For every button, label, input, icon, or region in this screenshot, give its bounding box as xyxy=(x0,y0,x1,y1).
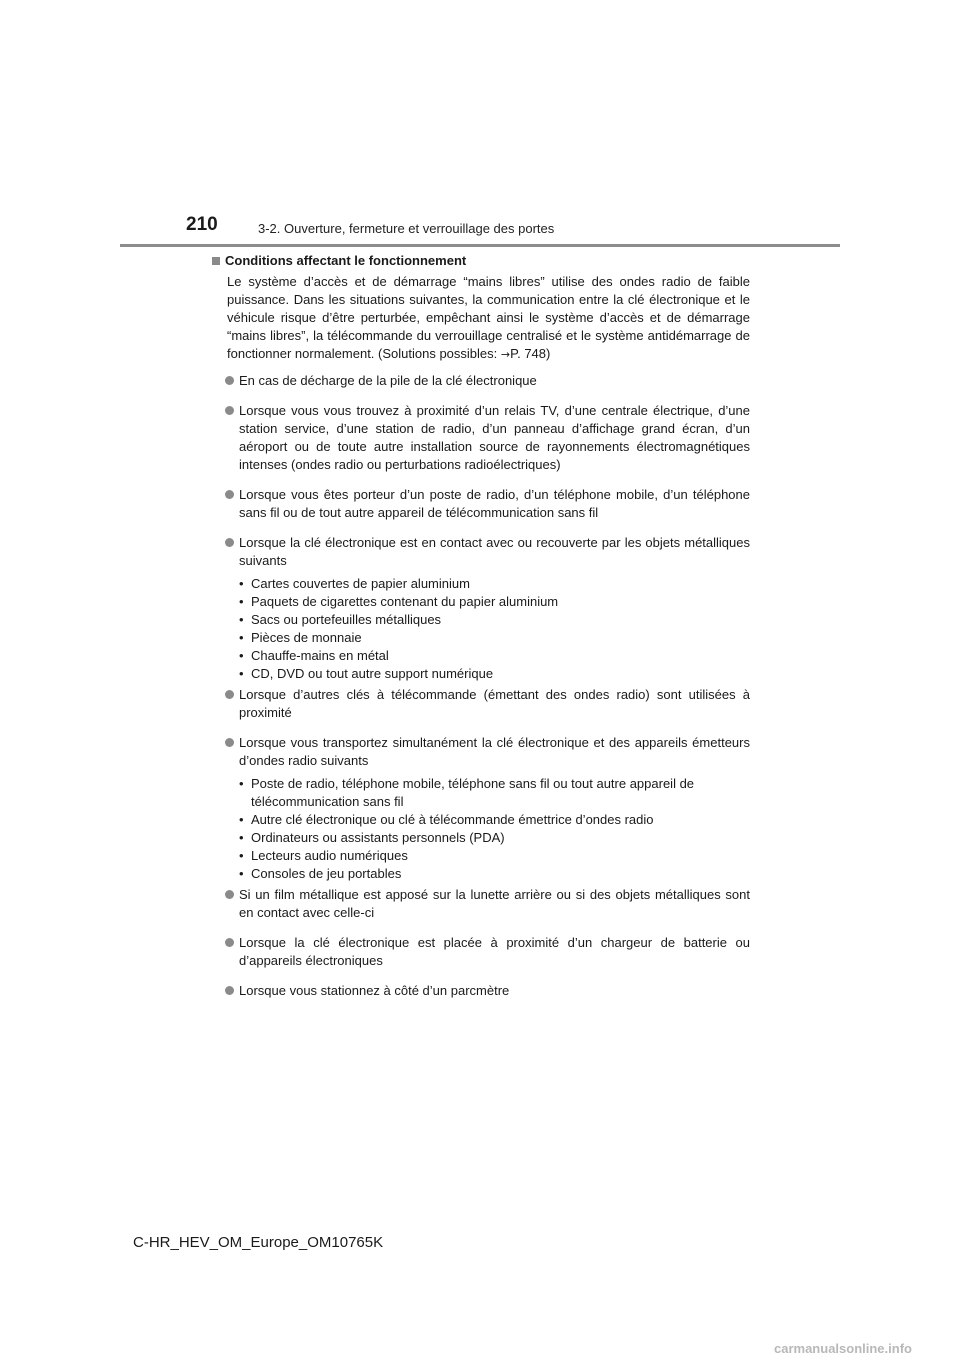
circle-bullet-icon xyxy=(225,490,234,499)
intro-text: Le système d’accès et de démarrage “mains libres” utilise des ondes radio de faible puissance. Dans les situations suivantes, la communication entre la clé électronique et le véhicule risque d’être perturbée, empêchant ainsi le système d’accès et de démarrage “mains libres”, la télécommande du verrouillage centralisé et le système antidémarrage de fonctionner normalement. (Solutions possibles: xyxy=(227,274,750,361)
list-item xyxy=(212,534,750,570)
circle-bullet-icon xyxy=(225,406,234,415)
sub-list-item: • CD, DVD ou tout autre support numérique xyxy=(239,665,750,683)
list-item-text: En cas de décharge de la pile de la clé électronique xyxy=(239,373,537,388)
list-item xyxy=(212,686,750,722)
list-item-text: Lorsque vous stationnez à côté d’un parcmètre xyxy=(239,983,510,998)
sub-list-item: • Lecteurs audio numériques xyxy=(239,847,750,865)
list-item xyxy=(212,372,750,390)
sub-list-item: • Ordinateurs ou assistants personnels (PDA) xyxy=(239,829,750,847)
circle-bullet-icon xyxy=(225,690,234,699)
list-item xyxy=(212,934,750,970)
section-title: 3-2. Ouverture, fermeture et verrouillage des portes xyxy=(258,221,555,236)
sub-list-item: • Consoles de jeu portables xyxy=(239,865,750,883)
circle-bullet-icon xyxy=(225,938,234,947)
watermark: carmanualsonline.info xyxy=(774,1341,912,1356)
list-item xyxy=(212,734,750,770)
circle-bullet-icon xyxy=(225,538,234,547)
sub-list-item: • Chauffe-mains en métal xyxy=(239,647,750,665)
sub-list-item: • Paquets de cigarettes contenant du papier aluminium xyxy=(239,593,750,611)
sub-list-item: • Pièces de monnaie xyxy=(239,629,750,647)
circle-bullet-icon xyxy=(225,376,234,385)
sub-list-item: • Autre clé électronique ou clé à télécommande émettrice d’ondes radio xyxy=(239,811,750,829)
document-code: C-HR_HEV_OM_Europe_OM10765K xyxy=(133,1234,384,1251)
list-item xyxy=(212,486,750,522)
list-item-text: Lorsque vous êtes porteur d’un poste de radio, d’un téléphone mobile, d’un téléphone sans fil ou de tout autre appareil de télécommunication sans fil xyxy=(239,487,750,520)
section-heading xyxy=(212,252,750,270)
list-item xyxy=(212,886,750,922)
heading-text: Conditions affectant le fonctionnement xyxy=(225,253,467,268)
list-item-text: Lorsque vous transportez simultanément la clé électronique et des appareils émetteurs d’ondes radio suivants xyxy=(239,735,750,768)
square-bullet-icon xyxy=(212,257,220,265)
list-item-text: Lorsque d’autres clés à télécommande (émettant des ondes radio) sont utilisées à proximité xyxy=(239,687,750,720)
page-content xyxy=(212,252,750,1005)
header-divider xyxy=(120,244,840,247)
list-item xyxy=(212,402,750,474)
arrow-right-icon: → xyxy=(500,348,511,361)
metal-objects-list xyxy=(239,575,750,683)
circle-bullet-icon xyxy=(225,738,234,747)
list-item-text: Lorsque la clé électronique est en contact avec ou recouverte par les objets métalliques suivants xyxy=(239,535,750,568)
page-number: 210 xyxy=(186,214,218,235)
page-reference-link[interactable]: P. 748) xyxy=(510,346,551,361)
sub-list-item: • Sacs ou portefeuilles métalliques xyxy=(239,611,750,629)
circle-bullet-icon xyxy=(225,986,234,995)
list-item xyxy=(212,982,750,1000)
circle-bullet-icon xyxy=(225,890,234,899)
list-item-text: Lorsque la clé électronique est placée à proximité d’un chargeur de batterie ou d’appareils électroniques xyxy=(239,935,750,968)
intro-paragraph xyxy=(227,273,750,364)
list-item-text: Si un film métallique est apposé sur la lunette arrière ou si des objets métalliques sont en contact avec celle-ci xyxy=(239,887,750,920)
sub-list-item: • Cartes couvertes de papier aluminium xyxy=(239,575,750,593)
list-item-text: Lorsque vous vous trouvez à proximité d’un relais TV, d’une centrale électrique, d’une station service, d’une station de radio, d’un panneau d’affichage grand écran, d’un aéroport ou de toute autre installation source de rayonnements électromagnétiques intenses (ondes radio ou perturbations radioélectriques) xyxy=(239,403,750,472)
radio-devices-list xyxy=(239,775,750,883)
sub-list-item: • Poste de radio, téléphone mobile, téléphone sans fil ou tout autre appareil de télécommunication sans fil xyxy=(239,775,750,811)
